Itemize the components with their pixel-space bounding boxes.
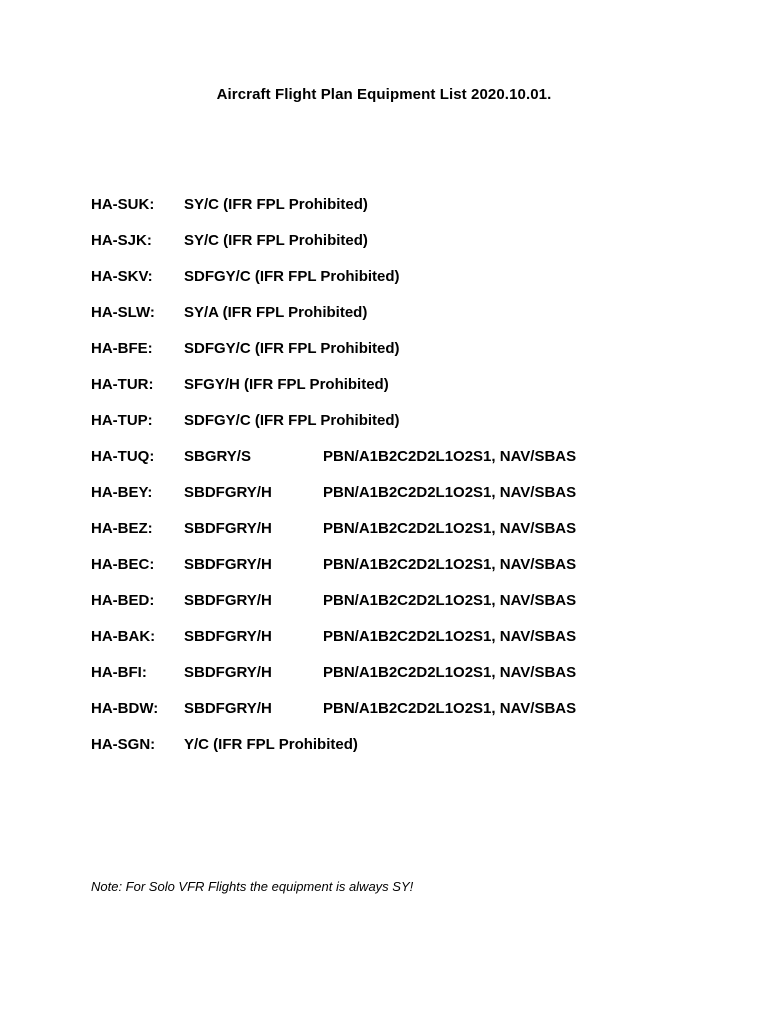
equipment-row [91, 663, 711, 699]
aircraft-registration: HA-SLW: [91, 304, 155, 321]
aircraft-registration: HA-BEY: [91, 484, 153, 501]
equipment-row [91, 231, 711, 267]
equipment-code: SBDFGRY/H [184, 484, 272, 501]
equipment-row [91, 375, 711, 411]
document-title: Aircraft Flight Plan Equipment List 2020.10.01. [216, 86, 552, 103]
pbn-nav-code: PBN/A1B2C2D2L1O2S1, NAV/SBAS [323, 628, 577, 645]
aircraft-registration: HA-BED: [91, 592, 155, 609]
aircraft-registration: HA-BEC: [91, 556, 155, 573]
aircraft-registration: HA-BDW: [91, 700, 159, 717]
aircraft-registration: HA-BAK: [91, 628, 156, 645]
equipment-row [91, 303, 711, 339]
pbn-nav-code: PBN/A1B2C2D2L1O2S1, NAV/SBAS [323, 556, 577, 573]
equipment-row [91, 735, 711, 771]
equipment-code: SFGY/H (IFR FPL Prohibited) [184, 376, 389, 393]
equipment-row [91, 339, 711, 375]
equipment-row [91, 483, 711, 519]
equipment-code: SBGRY/S [184, 448, 251, 465]
aircraft-registration: HA-BEZ: [91, 520, 153, 537]
equipment-code: SBDFGRY/H [184, 700, 272, 717]
pbn-nav-code: PBN/A1B2C2D2L1O2S1, NAV/SBAS [323, 520, 577, 537]
equipment-row [91, 519, 711, 555]
equipment-code: SBDFGRY/H [184, 592, 272, 609]
equipment-row [91, 591, 711, 627]
equipment-code: SDFGY/C (IFR FPL Prohibited) [184, 412, 400, 429]
equipment-code: SBDFGRY/H [184, 664, 272, 681]
equipment-row [91, 555, 711, 591]
equipment-code: SBDFGRY/H [184, 556, 272, 573]
aircraft-registration: HA-TUR: [91, 376, 154, 393]
equipment-row [91, 627, 711, 663]
equipment-code: SY/A (IFR FPL Prohibited) [184, 304, 368, 321]
footnote: Note: For Solo VFR Flights the equipment is always SY! [91, 879, 414, 894]
pbn-nav-code: PBN/A1B2C2D2L1O2S1, NAV/SBAS [323, 592, 577, 609]
aircraft-registration: HA-BFI: [91, 664, 147, 681]
aircraft-registration: HA-SKV: [91, 268, 153, 285]
aircraft-registration: HA-TUP: [91, 412, 153, 429]
equipment-code: SY/C (IFR FPL Prohibited) [184, 232, 368, 249]
equipment-code: Y/C (IFR FPL Prohibited) [184, 736, 358, 753]
equipment-row [91, 699, 711, 735]
equipment-code: SBDFGRY/H [184, 520, 272, 537]
equipment-code: SBDFGRY/H [184, 628, 272, 645]
equipment-code: SDFGY/C (IFR FPL Prohibited) [184, 268, 400, 285]
aircraft-registration: HA-BFE: [91, 340, 153, 357]
equipment-row [91, 267, 711, 303]
equipment-list [91, 195, 711, 771]
equipment-code: SY/C (IFR FPL Prohibited) [184, 196, 368, 213]
equipment-row [91, 411, 711, 447]
equipment-row [91, 447, 711, 483]
equipment-row [91, 195, 711, 231]
pbn-nav-code: PBN/A1B2C2D2L1O2S1, NAV/SBAS [323, 664, 577, 681]
pbn-nav-code: PBN/A1B2C2D2L1O2S1, NAV/SBAS [323, 484, 577, 501]
pbn-nav-code: PBN/A1B2C2D2L1O2S1, NAV/SBAS [323, 700, 577, 717]
equipment-code: SDFGY/C (IFR FPL Prohibited) [184, 340, 400, 357]
aircraft-registration: HA-SJK: [91, 232, 152, 249]
aircraft-registration: HA-SUK: [91, 196, 155, 213]
aircraft-registration: HA-SGN: [91, 736, 156, 753]
pbn-nav-code: PBN/A1B2C2D2L1O2S1, NAV/SBAS [323, 448, 577, 465]
aircraft-registration: HA-TUQ: [91, 448, 155, 465]
